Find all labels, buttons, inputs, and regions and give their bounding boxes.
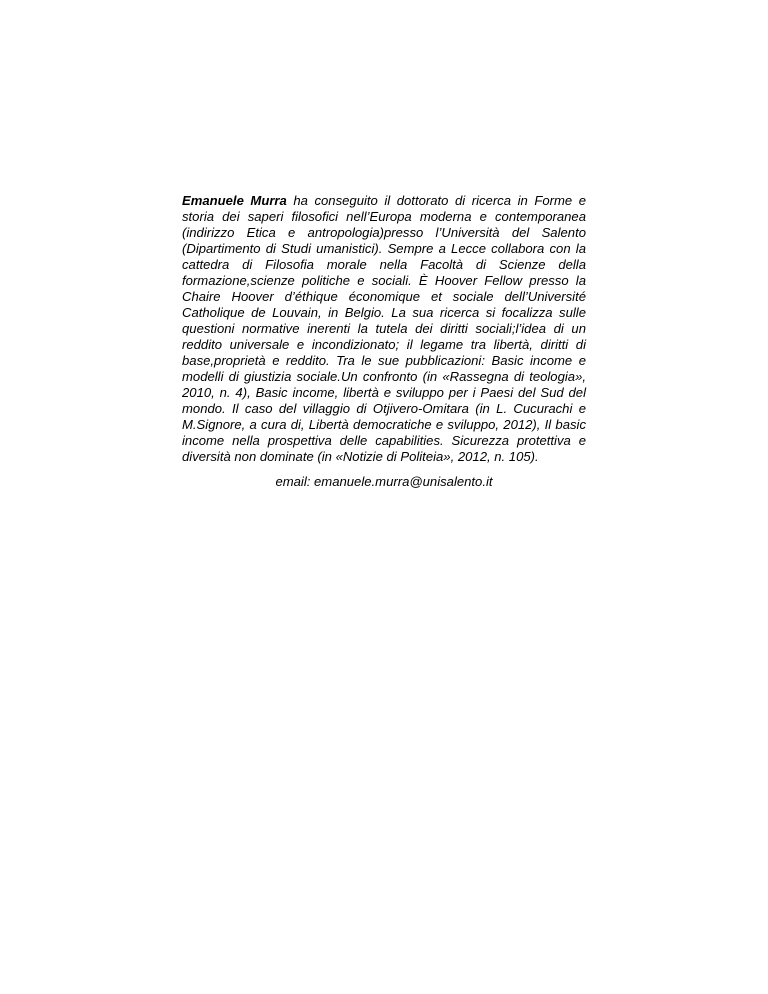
bio-text: ha conseguito il dottorato di ricerca in Forme e storia dei saperi filosofici nell’Europa moderna e contemporanea (indirizzo Etica e antropologia)presso l’Università del Salento (Dipartimento di Studi umanistici). Sempre a Lecce collabora con la cattedra di Filosofia morale nella Facoltà di Scienze della formazione,scienze politiche e sociali. È Hoover Fellow presso la Chaire Hoover d’éthique économique et sociale dell’Université Catholique de Louvain, in Belgio. La sua ricerca si focalizza sulle questioni normative inerenti la tutela dei diritti sociali;l’idea di un reddito universale e incondizionato; il legame tra libertà, diritti di base,proprietà e reddito. Tra le sue pubblicazioni: Basic income e modelli di giustizia sociale.Un confronto (in «Rassegna di teologia», 2010, n. 4), Basic income, libertà e sviluppo per i Paesi del Sud del mondo. Il caso del villaggio di Otjivero-Omitara (in L. Cucurachi e M.Signore, a cura di, Libertà democratiche e sviluppo, 2012), Il basic income nella prospettiva delle capabilities. Sicurezza protettiva e diversità non dominate (in «Notizie di Politeia», 2012, n. 105). <box>182 193 586 464</box>
email-line: email: emanuele.murra@unisalento.it <box>275 474 493 489</box>
author-bio <box>182 193 586 490</box>
author-name: Emanuele Murra <box>182 193 287 208</box>
bio-paragraph <box>182 193 586 465</box>
